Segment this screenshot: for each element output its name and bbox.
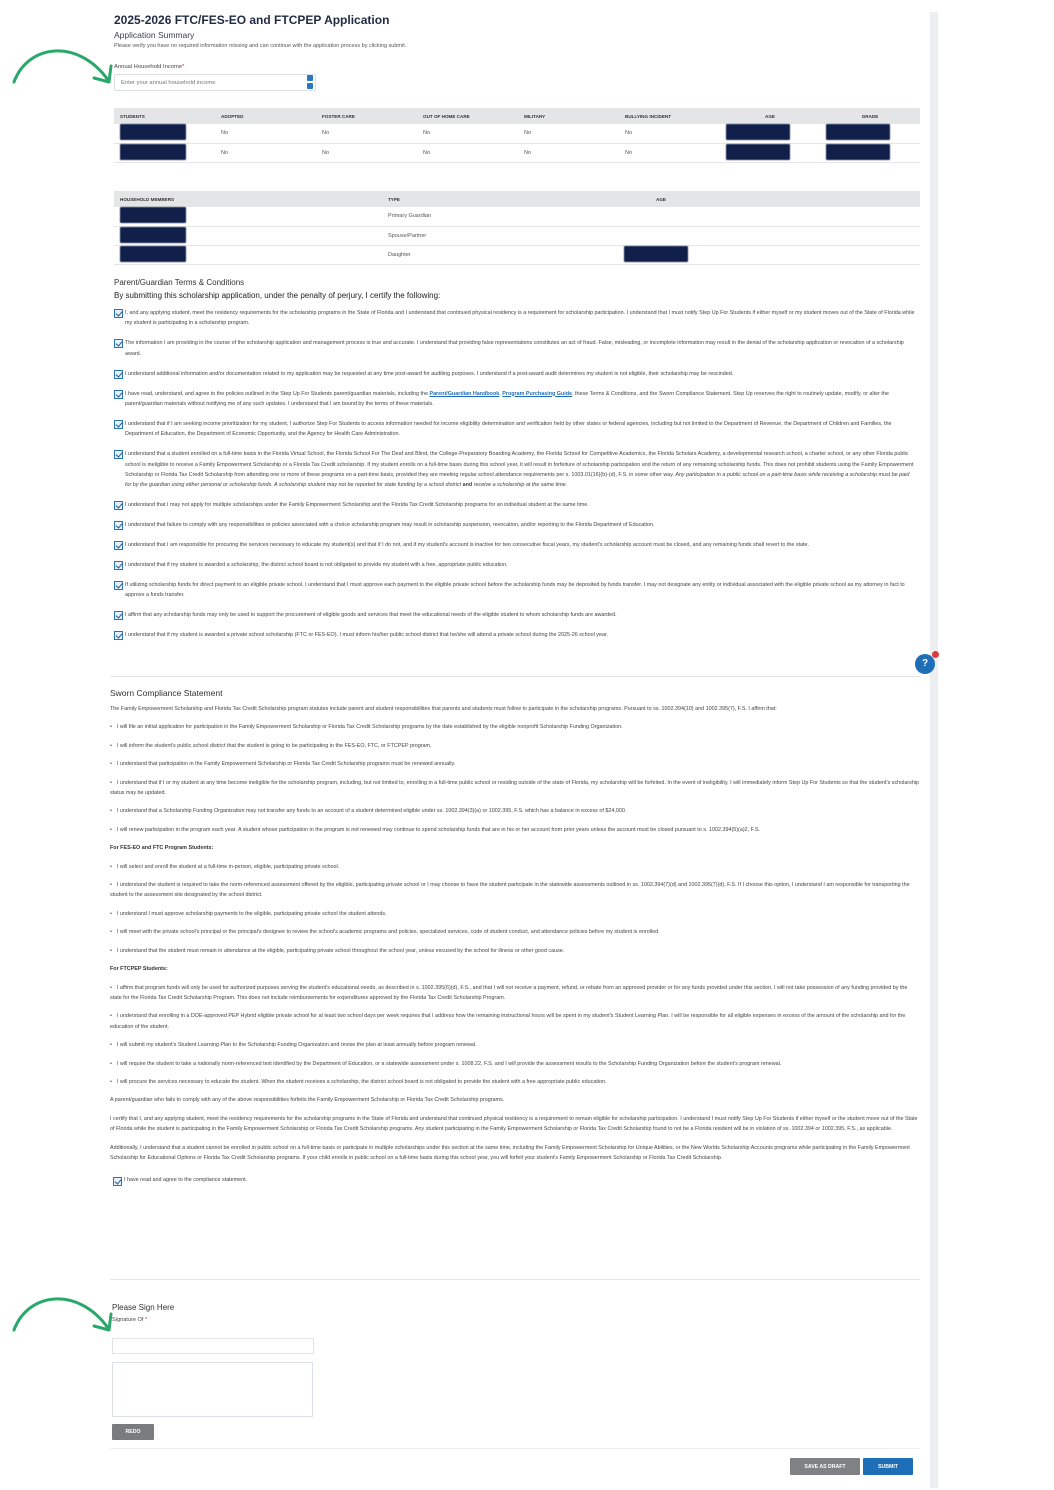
purchasing-guide-link[interactable]: Program Purchasing Guide: [502, 390, 573, 397]
term-checkbox[interactable]: [114, 631, 123, 640]
term-item: [114, 389, 916, 410]
sworn-forfeit: A parent/guardian who fails to comply with any of the above responsibilities forfeits the Family Empowerment Scholarship or Florida Tax Credit Scholarship programs.: [110, 1097, 505, 1104]
household-table: [114, 191, 920, 265]
term-checkbox[interactable]: [114, 581, 123, 590]
spinner-up-icon[interactable]: [307, 75, 313, 81]
term-item: [114, 540, 916, 550]
table-header-row: [114, 108, 920, 124]
cell-bullying: No: [619, 124, 720, 143]
divider: [110, 676, 920, 677]
page-subtitle: Application Summary: [114, 30, 195, 40]
cell-adopted: No: [215, 124, 316, 143]
col-out-of-home-care: OUT OF HOME CARE: [417, 108, 518, 124]
cell-military: No: [518, 124, 619, 143]
term-checkbox[interactable]: [114, 611, 123, 620]
col-type: TYPE: [382, 191, 650, 207]
term-text: If utilizing scholarship funds for direct payment to an eligible private school, I understand that I must approve each payment to the eligible private school before the scholarship funds may be deposited by funds transfer. I may not designate any entity or individual associated with the eligible private school as my attorney in fact to approve a funds transfer.: [125, 581, 905, 599]
term-item: [114, 520, 916, 530]
term-text: I understand that I may not apply for multiple scholarships under the Family Empowerment Scholarship and the Florida Tax Credit Scholarship programs for an individual student at the same time.: [125, 502, 589, 509]
cell-foster-care: No: [316, 143, 417, 162]
student-name: [114, 124, 215, 143]
col-age: AGE: [720, 108, 820, 124]
students-table: [114, 108, 920, 163]
student-name: [114, 143, 215, 162]
cell-foster-care: No: [316, 124, 417, 143]
term-text: I understand that failure to comply with any responsibilities or policies associated with a choice scholarship program may result in scholarship suspension, revocation, and/or reporting to the Florida Department of Education.: [125, 522, 655, 529]
pep-heading: For FTCPEP Students:: [110, 966, 168, 973]
col-grade: GRADE: [820, 108, 920, 124]
table-row: [114, 245, 920, 264]
save-draft-button[interactable]: SAVE AS DRAFT: [790, 1458, 860, 1475]
member-name: [114, 226, 382, 245]
member-age: [650, 207, 920, 226]
fes-heading: For FES-EO and FTC Program Students:: [110, 845, 214, 852]
sign-heading: Please Sign Here: [112, 1303, 175, 1312]
col-household-members: HOUSEHOLD MEMBERS: [114, 191, 382, 207]
term-text: I understand that I am responsible for procuring the services necessary to educate my student(s) and that if I do not, and if my student's account is inactive for two consecutive fiscal years, my student's scholarship account must be closed, and any remaining funds shall revert to the state.: [125, 542, 810, 549]
member-name: [114, 207, 382, 226]
annual-income-input[interactable]: [114, 74, 316, 91]
divider: [110, 1448, 920, 1449]
col-bullying: BULLYING INCIDENT: [619, 108, 720, 124]
sworn-bullet: • I will file an initial application for participation in the Family Empowerment Scholarship or Florida Tax Credit Scholarship programs by the date established by the eligible nonprofit Scholarship Funding Organization.: [110, 722, 920, 732]
sworn-bullet: • I will require the student to take a nationally norm-referenced test identified by the Department of Education, or a statewide assessment under s. 1008.22, F.S. and I will provide the assessment results to the Scholarship Funding Organization before the student's program renewal.: [110, 1059, 920, 1069]
term-text: I understand additional information and/or documentation related to my application may be requested at any time post-award for auditing purposes. I understand if a post-award audit determines my student is not eligible, their scholarship may be rescinded.: [125, 370, 734, 377]
member-age: [650, 226, 920, 245]
submit-button[interactable]: SUBMIT: [863, 1458, 913, 1475]
redo-button[interactable]: REDO: [112, 1424, 154, 1440]
sworn-bullet: • I will inform the student's public school district that the student is going to be participating in the FES-EO, FTC, or FTCPEP program.: [110, 741, 920, 751]
help-chat-icon[interactable]: ?: [915, 654, 935, 674]
sworn-bullet: • I will renew participation in the program each year. A student whose participation in the program is not renewed may continue to spend scholarship funds that are in his or her account from prior years unless the account must be closed pursuant to s. 1002.394(5)(a)2, F.S.: [110, 825, 920, 835]
term-item: [114, 500, 916, 510]
term-text: I understand that if I am seeking income prioritization for my student, I authorize Step For Students to access information needed for income eligibility determination and verification held by other states or federal agencies, including but not limited to the Department of Revenue, the Department of Children and Families, the Department of Education, the Department of Economic Opportunity, and the Agency for Health Care Administration.: [125, 420, 892, 438]
cell-military: No: [518, 143, 619, 162]
term-text: I understand that if my student is awarded a private school scholarship (FTC or FES-EO), I must inform his/her public school district that he/she will attend a private school during the 2025-26 school year.: [125, 632, 608, 639]
term-checkbox[interactable]: [114, 450, 123, 459]
sworn-bullet: • I will select and enroll the student at a full-time in-person, eligible, participating private school.: [110, 862, 920, 872]
term-item: [114, 419, 916, 440]
term-checkbox[interactable]: [114, 390, 123, 399]
sworn-bullet: • I understand that enrolling in a DOE-approved PEP Hybrid eligible private school for at least two school days per week requires that I address how the remaining instructional hours will be spent in my student's Student Learning Plan. I will be responsible for all eligible expenses in excess of the amount of the scholarship and for the education of the student.: [110, 1011, 920, 1032]
term-item: [114, 560, 916, 570]
col-adopted: ADOPTED: [215, 108, 316, 124]
term-text: I have read, understand, and agree to the policies outlined in the Step Up For Students parent/guardian materials, including the Parent/Guardian Handbook, Program Purchasing Guide, these Terms & Conditions, and the Sworn Compliance Statement. Step Up reserves the right to routinely update, modify, or alter the parent/guardian materials without notifying me of any such updates. I understand that I am bound by the terms of these materials.: [125, 390, 889, 407]
parent-handbook-link[interactable]: Parent/Guardian Handbook: [429, 390, 500, 397]
table-header-row: [114, 191, 920, 207]
student-grade: [820, 143, 920, 162]
student-age: [720, 143, 820, 162]
cell-adopted: No: [215, 143, 316, 162]
spinner-down-icon[interactable]: [307, 83, 313, 89]
table-row: [114, 207, 920, 226]
terms-list: [114, 308, 916, 650]
income-label: Annual Household Income*: [114, 64, 185, 70]
agree-checkbox[interactable]: [113, 1177, 122, 1186]
annotation-arrow-icon: [8, 1292, 118, 1340]
col-age: AGE: [650, 191, 920, 207]
col-students: STUDENTS: [114, 108, 215, 124]
term-checkbox[interactable]: [114, 339, 123, 348]
col-foster-care: FOSTER CARE: [316, 108, 417, 124]
term-checkbox[interactable]: [114, 521, 123, 530]
term-checkbox[interactable]: [114, 501, 123, 510]
term-item: [114, 308, 916, 329]
col-military: MILITARY: [518, 108, 619, 124]
signature-label: Signature Of *: [112, 1317, 148, 1323]
sworn-heading: Sworn Compliance Statement: [110, 688, 223, 698]
term-text: I understand that if my student is awarded a scholarship, the district school board is not obligated to provide my student with a free, appropriate public education.: [125, 562, 508, 568]
member-name: [114, 245, 382, 264]
member-age: [650, 245, 920, 264]
terms-certify: By submitting this scholarship application, under the penalty of perjury, I certify the following:: [114, 291, 441, 300]
sworn-bullet: • I understand that a Scholarship Funding Organization may not transfer any funds to an account of a student determined eligible under ss. 1002.394(3)(a) or 1002.395, F.S. which has a balance in excess of $24,000.: [110, 806, 920, 816]
table-row: [114, 143, 920, 162]
term-checkbox[interactable]: [114, 309, 123, 318]
sworn-bullet: • I will procure the services necessary to educate the student. When the student receives a scholarship, the district school board is not obligated to provide the student with a free appropriate public education.: [110, 1077, 920, 1087]
page-scrollbar[interactable]: [930, 12, 938, 1488]
sworn-bullet: • I understand the student is required to take the norm-referenced assessment offered by the eligible, participating private school or I may choose to have the student participate in the statewide assessments outlined in ss. 1002.394(7)(d) and 1002.395(7)(d), F.S. If I choose this option, I understand I am responsible for transporting the student to the assessment site designated by the school district.: [110, 880, 920, 901]
sworn-bullet: • I understand I must approve scholarship payments to the eligible, participating private school the student attends.: [110, 909, 920, 919]
cell-out-of-home: No: [417, 143, 518, 162]
sworn-bullet: • I will submit my student's Student Learning Plan to the Scholarship Funding Organization and revise the plan at least annually before program renewal.: [110, 1040, 920, 1050]
sworn-bullet: • I understand that if I or my student at any time become ineligible for the scholarship program, including, but not limited to, enrolling in a full-time public school or residing outside of the state of Florida, my scholarship will be forfeited. In the event of ineligibility, I will immediately inform Step Up For Students so that the student's scholarship status may be updated.: [110, 778, 920, 799]
agree-label: I have read and agree to the compliance statement.: [124, 1177, 248, 1184]
member-type: Spouse/Partner: [382, 226, 650, 245]
income-spinner[interactable]: [307, 75, 314, 90]
term-item: [114, 338, 916, 359]
term-checkbox[interactable]: [114, 561, 123, 570]
sworn-intro: The Family Empowerment Scholarship and Florida Tax Credit Scholarship program statutes include parent and student responsibilities that parents and students must follow to participate in the scholarship programs. Pursuant to ss. 1002.394(10) and 1002.395(7), F.S. I affirm that:: [110, 706, 777, 712]
divider: [110, 1279, 920, 1280]
sworn-bullet: • I will meet with the private school's principal or the principal's designee to review the school's academic programs and policies, specialized services, code of student conduct, and attendance policies before my student is enrolled.: [110, 927, 920, 937]
student-grade: [820, 124, 920, 143]
student-age: [720, 124, 820, 143]
agree-compliance[interactable]: [110, 1175, 920, 1185]
page-title: 2025-2026 FTC/FES-EO and FTCPEP Application: [114, 13, 390, 27]
term-text: I affirm that any scholarship funds may only be used to support the procurement of eligible goods and services that meet the educational needs of the eligible student to whom scholarship funds are awarded.: [125, 612, 617, 619]
annotation-arrow-icon: [8, 44, 118, 92]
term-checkbox[interactable]: [114, 370, 123, 379]
term-item: [114, 369, 916, 379]
cell-bullying: No: [619, 143, 720, 162]
term-item: [114, 580, 916, 601]
sworn-bullet: • I affirm that program funds will only be used for authorized purposes serving the student's educational needs, as described in s. 1002.395(6)(d), F.S., and that I will not receive a payment, refund, or rebate from an approved provider or for any funds provided under this section. I will not take possession of any funding provided by the state for the Florida Tax Credit Scholarship Program. This does not include reimbursements for expenditures approved by the Florida Tax Credit Scholarship Program.: [110, 983, 920, 1004]
table-row: [114, 124, 920, 143]
cell-out-of-home: No: [417, 124, 518, 143]
sworn-certify: I certify that I, and any applying student, meet the residency requirements for the scholarship programs in the State of Florida and understand that continued physical residency is a requirement to remain eligible for scholarship participation. I understand I must notify Step Up For Students if either myself or the student move out of the State of Florida while the student is participating in the Family Empowerment Scholarship or Florida Tax Credit Scholarship programs. Any student participating in the Family Empowerment Scholarship or Florida Tax Credit Scholarship found to not be a Florida resident will be in violation of ss. 1002.394 or 1002.395, F.S., as applicable.: [110, 1115, 918, 1133]
term-item: [114, 610, 916, 620]
member-type: Daughter: [382, 245, 650, 264]
page-hint: Please verify you have no required information missing and can continue with the application process by clicking submit.: [114, 43, 407, 49]
signature-name-input[interactable]: [112, 1338, 314, 1354]
term-item: [114, 630, 916, 640]
signature-pad[interactable]: [112, 1362, 313, 1417]
term-text: I understand that a student enrolled on a full-time basis in the Florida Virtual School, the Florida School For The Deaf and Blind, the College-Preparatory Boarding Academy, the Florida School for Competitive Academics, the Florida Scholars Academy, a developmental research school, a charter school, or any other Florida public school is ineligible to receive a Family Empowerment Scholarship or a Florida Tax Credit scholarship. If my student enrolls on a full-time basis during this school year, it will result in forfeiture of scholarship participation and the return of any remaining scholarship funds. This does not prohibit students using the Family Empowerment Scholarship or Florida Tax Credit Scholarship from attending one or more of these programs on a part-time basis, provided they are meeting regular school attendance requirements per s. 1003.01(16)(b)-(d), F.S. in some other way. Any participation in a public school on a part-time basis while receiving a scholarship must be paid for by the guardian using either personal or scholarship funds. A scholarship student may not be reported for state funding by a school district and receive a scholarship at the same time.: [125, 451, 914, 489]
term-text: The information I am providing in the course of the scholarship application and management process is true and accurate. I understand that providing false representations constitutes an act of fraud. False, misleading, or incomplete information may result in the denial of the scholarship application or revocation of a scholarship award.: [125, 340, 904, 357]
term-checkbox[interactable]: [114, 420, 123, 429]
term-checkbox[interactable]: [114, 541, 123, 550]
term-item: [114, 449, 916, 491]
notification-badge: [932, 651, 939, 658]
sworn-statement: [110, 704, 920, 1186]
sworn-additionally: Additionally, I understand that a student cannot be enrolled in public school on a full-time basis or participate in multiple scholarships under this section at the same time, including the Family Empowerment Scholarship for Unique Abilities, or the New Worlds Scholarship Accounts programs while participating in the Family Empowerment Scholarship for Educational Options or Florida Tax Credit Scholarship programs. If your child enrolls in public school on a full-time basis during this school year, you will forfeit your student's Family Empowerment Scholarship or Florida Tax Credit Scholarship.: [110, 1144, 910, 1161]
table-row: [114, 226, 920, 245]
sworn-bullet: • I understand that participation in the Family Empowerment Scholarship or Florida Tax Credit Scholarship programs must be renewed annually.: [110, 759, 920, 769]
sworn-bullet: • I understand that the student must remain in attendance at the eligible, participating private school throughout the school year, unless excused by the school for illness or other good cause.: [110, 946, 920, 956]
terms-heading: Parent/Guardian Terms & Conditions: [114, 278, 245, 287]
term-text: I, and any applying student, meet the residency requirements for the scholarship programs in the State of Florida and I understand that continued physical residency is a requirement for scholarship participation. I understand that I must notify Step Up For Students if either myself or my student moves out of the State of Florida while my student is participating in a scholarship program.: [125, 310, 915, 327]
member-type: Primary Guardian: [382, 207, 650, 226]
